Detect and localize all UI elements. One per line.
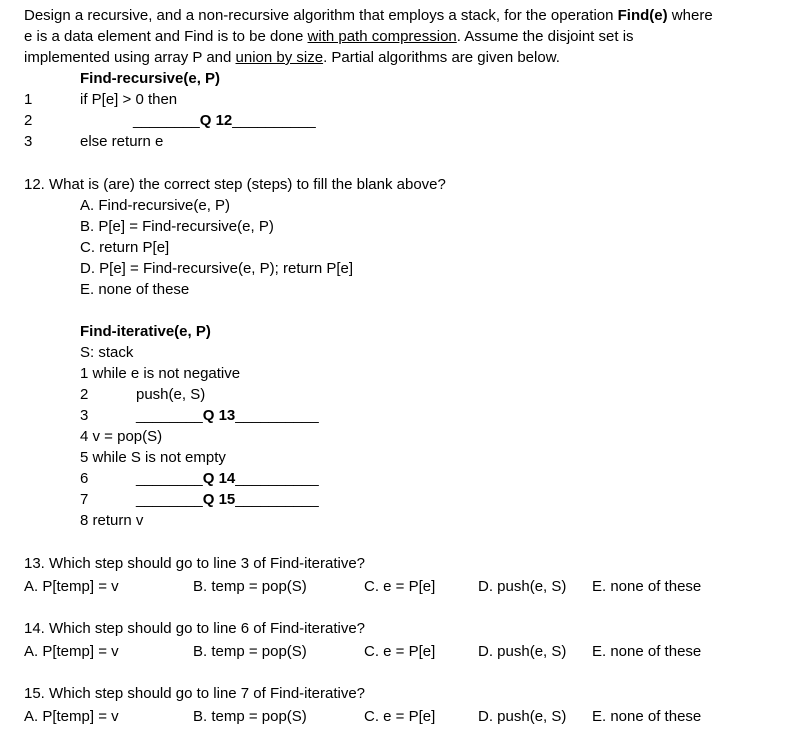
blank-q14 <box>136 468 319 489</box>
find-iterative-line-2 <box>80 384 782 405</box>
intro-line1-text: Design a recursive, and a non-recursive algorithm that employs a stack, for the operation <box>24 7 618 24</box>
blank-underscore-pre: ________ <box>133 112 200 129</box>
question-12-text: 12. What is (are) the correct step (steps) to fill the blank above? <box>24 176 446 193</box>
question-13-text: 13. Which step should go to line 3 of Find-iterative? <box>24 555 366 572</box>
blank-underscore-pre: ________ <box>136 491 203 508</box>
find-iterative-line-8: 8 return v <box>80 512 144 529</box>
find-recursive-line-1 <box>24 89 782 110</box>
question-14-text: 14. Which step should go to line 6 of Find-iterative? <box>24 620 366 637</box>
question-15-text: 15. Which step should go to line 7 of Find-iterative? <box>24 685 366 702</box>
q14-option-d: D. push(e, S) <box>478 643 567 660</box>
q12-option-a: A. Find-recursive(e, P) <box>80 197 231 214</box>
intro-union-by-size-term: union by size <box>235 49 324 66</box>
q13-option-a: A. P[temp] = v <box>24 578 119 595</box>
find-recursive-line-2 <box>24 110 782 131</box>
q13-option-e: E. none of these <box>592 578 702 595</box>
blank-q13 <box>136 405 319 426</box>
q13-option-c: C. e = P[e] <box>364 578 436 595</box>
find-iterative-line-5: 5 while S is not empty <box>80 449 226 466</box>
find-iterative-line-4: 4 v = pop(S) <box>80 428 163 445</box>
blank-q12 <box>133 110 316 131</box>
line-number: 2 <box>24 112 33 129</box>
blank-label-q12: Q 12 <box>199 112 233 129</box>
code-text: else return e <box>80 133 164 150</box>
q15-options-row <box>24 706 782 727</box>
blank-underscore-post: __________ <box>235 491 319 508</box>
blank-label-q14: Q 14 <box>202 470 236 487</box>
question-14 <box>24 618 782 662</box>
find-recursive-line-3 <box>24 131 782 152</box>
intro-line3-tail: . Partial algorithms are given below. <box>323 49 560 66</box>
blank-q15 <box>136 489 319 510</box>
intro-path-compression-term: with path compression <box>307 28 457 45</box>
q12-option-d: D. P[e] = Find-recursive(e, P); return P[e] <box>80 260 354 277</box>
blank-label-q15: Q 15 <box>202 491 236 508</box>
blank-underscore-post: __________ <box>232 112 316 129</box>
intro-line1-tail: where <box>667 7 713 24</box>
find-iterative-line-3 <box>80 405 782 426</box>
find-recursive-title: Find-recursive(e, P) <box>80 70 221 87</box>
intro-find-e-term: Find(e) <box>617 7 668 24</box>
blank-underscore-post: __________ <box>235 407 319 424</box>
find-iterative-block <box>24 321 782 531</box>
intro-line2-tail: . Assume the disjoint set is <box>456 28 634 45</box>
q13-options-row <box>24 576 782 597</box>
stack-declaration: S: stack <box>80 344 134 361</box>
line-number: 6 <box>80 470 89 487</box>
q12-option-c: C. return P[e] <box>80 239 170 256</box>
intro-line3-text: implemented using array P and <box>24 49 236 66</box>
find-iterative-line-6 <box>80 468 782 489</box>
q15-option-c: C. e = P[e] <box>364 708 436 725</box>
q13-option-b: B. temp = pop(S) <box>193 578 307 595</box>
line-number: 3 <box>80 407 89 424</box>
code-text: push(e, S) <box>136 386 206 403</box>
q14-option-e: E. none of these <box>592 643 702 660</box>
intro-paragraph <box>24 5 782 68</box>
q14-option-c: C. e = P[e] <box>364 643 436 660</box>
blank-underscore-pre: ________ <box>136 407 203 424</box>
q15-option-e: E. none of these <box>592 708 702 725</box>
q12-option-e: E. none of these <box>80 281 190 298</box>
q14-options-row <box>24 641 782 662</box>
q14-option-a: A. P[temp] = v <box>24 643 119 660</box>
q15-option-a: A. P[temp] = v <box>24 708 119 725</box>
line-number: 7 <box>80 491 89 508</box>
line-number: 3 <box>24 133 33 150</box>
q13-option-d: D. push(e, S) <box>478 578 567 595</box>
find-iterative-line-7 <box>80 489 782 510</box>
q14-option-b: B. temp = pop(S) <box>193 643 307 660</box>
find-iterative-line-1: 1 while e is not negative <box>80 365 241 382</box>
find-recursive-block <box>24 68 782 152</box>
code-text: if P[e] > 0 then <box>80 91 178 108</box>
intro-line2-text: e is a data element and Find is to be done <box>24 28 308 45</box>
question-13 <box>24 553 782 597</box>
blank-underscore-pre: ________ <box>136 470 203 487</box>
question-15 <box>24 683 782 727</box>
line-number: 2 <box>80 386 89 403</box>
q15-option-d: D. push(e, S) <box>478 708 567 725</box>
find-iterative-title: Find-iterative(e, P) <box>80 323 211 340</box>
blank-label-q13: Q 13 <box>202 407 236 424</box>
line-number: 1 <box>24 91 33 108</box>
q12-option-b: B. P[e] = Find-recursive(e, P) <box>80 218 274 235</box>
question-12 <box>24 174 782 300</box>
blank-underscore-post: __________ <box>235 470 319 487</box>
q15-option-b: B. temp = pop(S) <box>193 708 307 725</box>
